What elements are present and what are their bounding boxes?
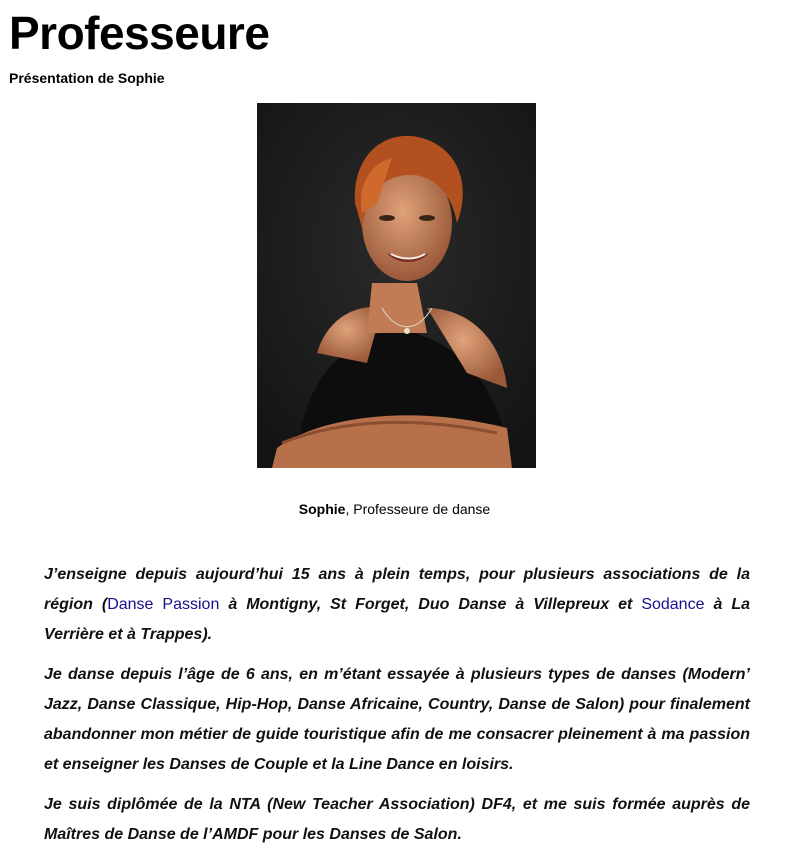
paragraph-1 [44,560,750,650]
portrait-illustration [257,103,536,468]
paragraph-3: Je suis diplômée de la NTA (New Teacher Association) DF4, et me suis formée auprès de Maîtres de Danse de l’AMDF pour les Danses de Salon. [44,796,750,843]
page-title: Professeure [9,7,270,59]
paragraph-1-part-2: à Montigny, St Forget, Duo Danse à Villepreux et [219,596,642,613]
photo-caption [0,500,789,518]
sodance-link[interactable]: Sodance [641,596,705,613]
caption-text: , Professeure de danse [345,501,491,517]
article-body [44,560,750,860]
caption-name: Sophie [298,501,346,517]
page-subtitle: Présentation de Sophie [9,70,165,86]
portrait-photo [257,103,536,468]
paragraph-1-part-1: J’enseigne depuis aujourd’hui 15 ans à plein temps, pour plusieurs associations de la région ( [44,566,750,613]
danse-passion-link[interactable]: Danse Passion [107,596,220,613]
paragraph-2: Je danse depuis l’âge de 6 ans, en m’étant essayée à plusieurs types de danses (Modern’ Jazz, Danse Classique, Hip-Hop, Danse Africaine, Country, Danse de Salon) pour finalement abandonner mon métier de guide touristique afin de me consacrer pleinement à ma passion et enseigner les Danses de Couple et la Line Dance en loisirs. [44,666,750,773]
paragraph-1-part-3: à La Verrière et à Trappes). [44,596,751,643]
